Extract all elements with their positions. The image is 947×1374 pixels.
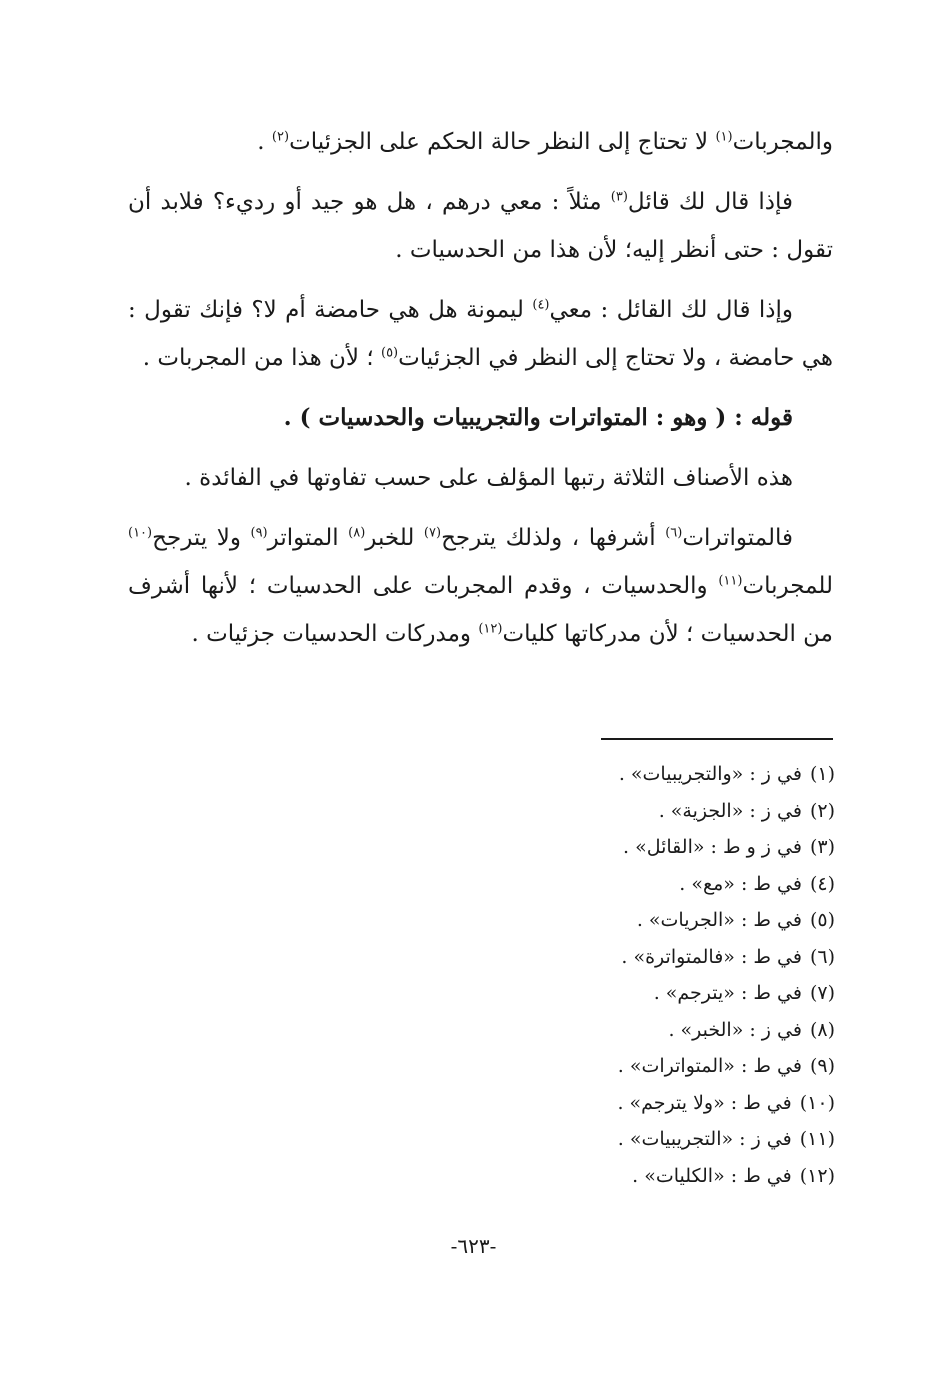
- text-run: فإذا قال لك قائل: [627, 189, 793, 215]
- footnote-number: (١): [809, 763, 835, 785]
- footnote-marker: (٢): [271, 129, 290, 145]
- footnote-text: في ط : «مع» .: [679, 872, 802, 895]
- footnote-item: [415, 793, 835, 830]
- footnote-item: [415, 975, 835, 1012]
- footnote-marker: (٧): [423, 525, 442, 541]
- footnote-marker: (١٠): [128, 525, 153, 541]
- text-run: هذه الأصناف الثلاثة رتبها المؤلف على حسب تفاوتها في الفائدة .: [184, 465, 793, 491]
- text-run: أشرفها ، ولذلك يترجح: [441, 525, 666, 551]
- footnote-item: [415, 902, 835, 939]
- main-text: [128, 118, 833, 670]
- text-run: والمجربات: [732, 129, 833, 155]
- text-run: المتواتر: [267, 525, 349, 551]
- footnote-marker: (١٢): [478, 621, 503, 637]
- page-number: -٦٢٣-: [450, 1234, 497, 1258]
- footnote-item: [415, 1048, 835, 1085]
- text-run: قوله : ( وهو : المتواترات والتجريبيات والحدسيات ) .: [283, 404, 793, 431]
- footnotes-list: [415, 756, 835, 1194]
- footnote-text: في ط : «يترجم» .: [653, 982, 802, 1004]
- text-run: ليمونة هل هي حامضة أم لا؟ فإنك تقول : هي حامضة ، ولا تحتاج إلى النظر في الجزئيات: [128, 297, 833, 371]
- footnote-item: [415, 939, 835, 976]
- footnote-item: [415, 1012, 835, 1049]
- footnote-number: (٨): [809, 1018, 835, 1041]
- paragraph: [128, 514, 833, 658]
- footnote-number: (٥): [809, 909, 835, 931]
- footnote-item: [415, 1121, 835, 1158]
- text-run: مثلاً : معي درهم ، هل هو جيد أو رديء؟ فلابد أن تقول : حتى أنظر إليه؛ لأن هذا من الحدسيات .: [128, 189, 833, 263]
- footnote-number: (١٠): [799, 1091, 835, 1114]
- paragraph: [128, 394, 833, 442]
- text-run: وإذا قال لك القائل : معي: [549, 297, 793, 323]
- text-run: .: [257, 129, 272, 155]
- footnote-text: في ز : «والتجريبيات» .: [618, 763, 802, 785]
- paragraph: [128, 286, 833, 382]
- footnote-item: [415, 1085, 835, 1122]
- text-run: ؛ لأن هذا من المجربات .: [142, 345, 381, 371]
- footnote-text: في ز : «التجريبيات» .: [617, 1128, 792, 1150]
- footnote-text: في ز : «الخبر» .: [668, 1018, 802, 1041]
- footnote-item: [415, 829, 835, 866]
- footnote-marker: (١١): [718, 573, 743, 589]
- footnote-marker: (٥): [380, 345, 399, 361]
- footnote-item: [415, 756, 835, 793]
- footnote-marker: (٤): [532, 297, 550, 313]
- paragraph: [128, 178, 833, 274]
- text-run: فالمتواترات: [682, 525, 793, 551]
- footnote-number: (٩): [809, 1055, 835, 1077]
- footnote-text: في ز و ط : «القائل» .: [623, 836, 802, 858]
- footnote-item: [415, 866, 835, 903]
- footnote-text: في ط : «الجريات» .: [636, 909, 802, 931]
- footnote-text: في ط : «الكليات» .: [632, 1164, 792, 1187]
- text-run: ولا يترجح: [152, 525, 251, 551]
- text-run: للخبر: [365, 525, 424, 551]
- text-run: للمجربات: [742, 573, 833, 599]
- footnote-text: في ز : «الجزية» .: [658, 799, 802, 822]
- footnote-marker: (٣): [610, 189, 628, 205]
- paragraph: [128, 454, 833, 502]
- footnote-marker: (٦): [665, 525, 683, 541]
- footnote-number: (٣): [809, 836, 835, 858]
- footnote-text: في ط : «فالمتواترة» .: [621, 945, 802, 968]
- paragraph: [128, 118, 833, 166]
- text-run: لا تحتاج إلى النظر حالة الحكم على الجزئيات: [289, 129, 716, 155]
- footnote-number: (٤): [809, 872, 835, 895]
- footnote-number: (١٢): [799, 1164, 835, 1187]
- footnote-number: (٢): [809, 799, 835, 822]
- footnote-marker: (١): [715, 129, 733, 145]
- footnote-marker: (٨): [348, 525, 366, 541]
- footnote-number: (٦): [809, 945, 835, 968]
- footnote-marker: (٩): [250, 525, 268, 541]
- footnote-text: في ط : «المتواترات» .: [617, 1055, 802, 1077]
- footnote-text: في ط : «ولا يترجم» .: [617, 1091, 792, 1114]
- text-run: ومدركات الحدسيات جزئيات .: [191, 621, 479, 647]
- footnote-number: (٧): [809, 982, 835, 1004]
- text-run: والحدسيات ، وقدم المجربات على الحدسيات ؛ لأنها أشرف من الحدسيات ؛ لأن مدركاتها كليات: [128, 573, 833, 647]
- footnote-number: (١١): [799, 1128, 835, 1150]
- footnote-item: [415, 1158, 835, 1195]
- footnote-separator: [601, 738, 833, 740]
